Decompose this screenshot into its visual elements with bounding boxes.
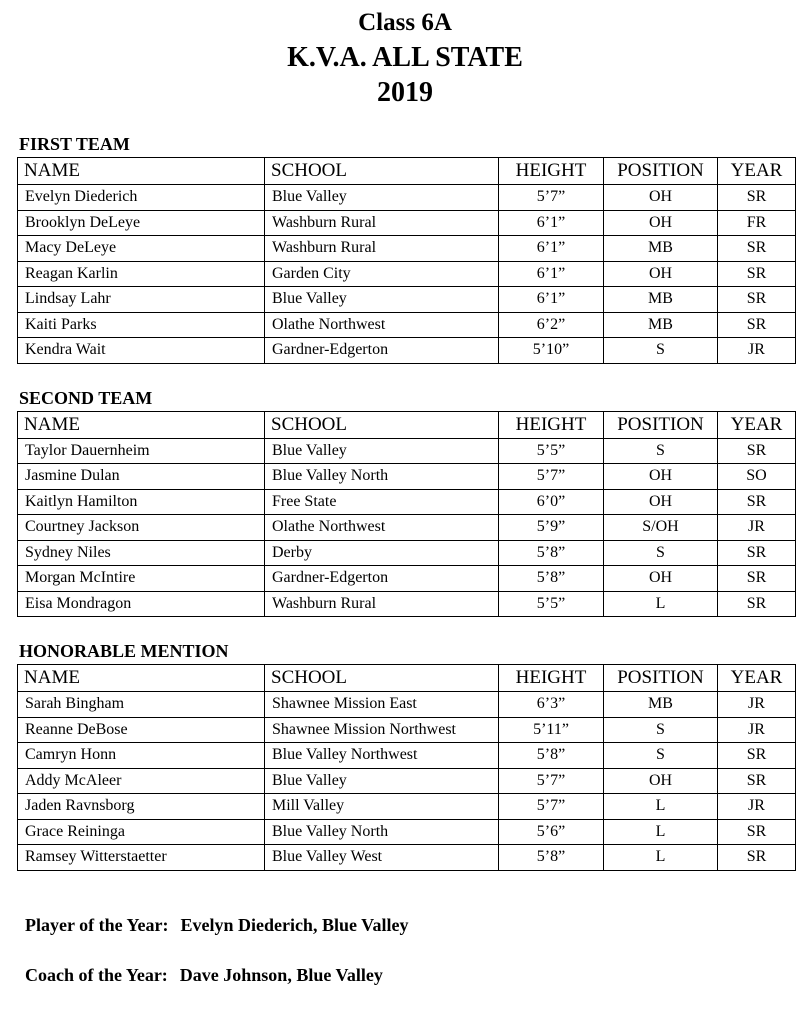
cell-height: 6’2” (499, 312, 604, 338)
column-header-year: YEAR (718, 411, 796, 438)
section-heading: HONORABLE MENTION (19, 641, 229, 661)
cell-name: Morgan McIntire (18, 566, 265, 592)
cell-height: 5’8” (499, 540, 604, 566)
cell-position: OH (604, 210, 718, 236)
document-title (0, 0, 810, 110)
cell-year: SR (718, 845, 796, 871)
cell-school: Blue Valley (265, 768, 499, 794)
cell-year: SR (718, 185, 796, 211)
cell-name: Sydney Niles (18, 540, 265, 566)
cell-year: SR (718, 743, 796, 769)
cell-school: Blue Valley North (265, 819, 499, 845)
cell-height: 5’5” (499, 438, 604, 464)
cell-name: Evelyn Diederich (18, 185, 265, 211)
cell-height: 5’8” (499, 845, 604, 871)
column-header-name: NAME (18, 411, 265, 438)
cell-year: SR (718, 236, 796, 262)
column-header-name: NAME (18, 665, 265, 692)
table-row (18, 489, 796, 515)
column-header-name: NAME (18, 158, 265, 185)
table-row (18, 287, 796, 313)
cell-year: SR (718, 312, 796, 338)
cell-school: Washburn Rural (265, 236, 499, 262)
section-heading: SECOND TEAM (19, 387, 153, 408)
cell-name: Reanne DeBose (18, 717, 265, 743)
cell-height: 5’7” (499, 768, 604, 794)
column-header-position: POSITION (604, 158, 718, 185)
cell-school: Olathe Northwest (265, 312, 499, 338)
cell-position: S (604, 743, 718, 769)
cell-position: OH (604, 464, 718, 490)
cell-year: SR (718, 287, 796, 313)
cell-position: S (604, 540, 718, 566)
cell-year: JR (718, 717, 796, 743)
table-row (18, 464, 796, 490)
cell-height: 5’8” (499, 743, 604, 769)
table-row (18, 312, 796, 338)
table-row (18, 261, 796, 287)
cell-position: MB (604, 312, 718, 338)
table-row (18, 566, 796, 592)
cell-height: 5’7” (499, 794, 604, 820)
cell-position: L (604, 845, 718, 871)
cell-position: S (604, 338, 718, 364)
column-header-position: POSITION (604, 411, 718, 438)
cell-height: 5’11” (499, 717, 604, 743)
table-row (18, 692, 796, 718)
table-row (18, 185, 796, 211)
cell-year: SR (718, 768, 796, 794)
cell-school: Washburn Rural (265, 591, 499, 617)
cell-name: Eisa Mondragon (18, 591, 265, 617)
cell-height: 5’7” (499, 185, 604, 211)
cell-school: Washburn Rural (265, 210, 499, 236)
table-row (18, 794, 796, 820)
cell-height: 6’1” (499, 287, 604, 313)
header-row (18, 665, 796, 692)
table-row (18, 819, 796, 845)
cell-position: OH (604, 768, 718, 794)
cell-school: Derby (265, 540, 499, 566)
cell-year: SR (718, 819, 796, 845)
cell-school: Blue Valley Northwest (265, 743, 499, 769)
cell-school: Blue Valley (265, 438, 499, 464)
cell-name: Macy DeLeye (18, 236, 265, 262)
title-class: Class 6A (358, 9, 452, 36)
table-row (18, 845, 796, 871)
column-header-year: YEAR (718, 665, 796, 692)
column-header-year: YEAR (718, 158, 796, 185)
cell-year: FR (718, 210, 796, 236)
table-row (18, 768, 796, 794)
title-main: K.V.A. ALL STATE (287, 42, 523, 73)
header-row (18, 158, 796, 185)
cell-position: OH (604, 566, 718, 592)
cell-year: JR (718, 692, 796, 718)
cell-school: Blue Valley (265, 287, 499, 313)
cell-position: S/OH (604, 515, 718, 541)
cell-school: Shawnee Mission Northwest (265, 717, 499, 743)
cell-school: Gardner-Edgerton (265, 566, 499, 592)
cell-position: S (604, 438, 718, 464)
cell-height: 5’10” (499, 338, 604, 364)
cell-name: Kaiti Parks (18, 312, 265, 338)
player-of-the-year-line (25, 915, 803, 936)
cell-school: Gardner-Edgerton (265, 338, 499, 364)
cell-name: Ramsey Witterstaetter (18, 845, 265, 871)
cell-position: S (604, 717, 718, 743)
roster-sections (17, 134, 795, 871)
section-heading: FIRST TEAM (19, 134, 130, 154)
awards-footer (25, 915, 803, 986)
column-header-height: HEIGHT (499, 665, 604, 692)
cell-year: JR (718, 794, 796, 820)
cell-height: 6’1” (499, 261, 604, 287)
cell-height: 5’8” (499, 566, 604, 592)
cell-year: SR (718, 261, 796, 287)
table-row (18, 236, 796, 262)
cell-name: Taylor Dauernheim (18, 438, 265, 464)
cell-name: Jasmine Dulan (18, 464, 265, 490)
cell-name: Courtney Jackson (18, 515, 265, 541)
column-header-height: HEIGHT (499, 158, 604, 185)
cell-name: Camryn Honn (18, 743, 265, 769)
roster-table (17, 157, 796, 364)
cell-school: Garden City (265, 261, 499, 287)
section-first-team (17, 134, 795, 364)
column-header-height: HEIGHT (499, 411, 604, 438)
cell-position: MB (604, 236, 718, 262)
roster-table (17, 664, 796, 871)
table-row (18, 717, 796, 743)
cell-name: Jaden Ravnsborg (18, 794, 265, 820)
cell-name: Grace Reininga (18, 819, 265, 845)
cell-school: Free State (265, 489, 499, 515)
column-header-school: SCHOOL (265, 411, 499, 438)
coach-of-the-year-label: Coach of the Year: (25, 964, 168, 985)
cell-year: SR (718, 489, 796, 515)
cell-position: OH (604, 489, 718, 515)
cell-year: SR (718, 540, 796, 566)
cell-school: Blue Valley (265, 185, 499, 211)
cell-school: Olathe Northwest (265, 515, 499, 541)
roster-table (17, 411, 796, 618)
cell-height: 5’9” (499, 515, 604, 541)
table-row (18, 743, 796, 769)
table-row (18, 338, 796, 364)
cell-position: L (604, 591, 718, 617)
cell-height: 6’0” (499, 489, 604, 515)
cell-school: Blue Valley West (265, 845, 499, 871)
cell-height: 5’7” (499, 464, 604, 490)
cell-year: JR (718, 338, 796, 364)
player-of-the-year-label: Player of the Year: (25, 914, 169, 935)
section-honorable-mention (17, 641, 795, 871)
table-row (18, 438, 796, 464)
cell-position: L (604, 819, 718, 845)
title-year: 2019 (377, 77, 433, 108)
cell-year: SO (718, 464, 796, 490)
cell-name: Reagan Karlin (18, 261, 265, 287)
cell-name: Addy McAleer (18, 768, 265, 794)
table-row (18, 210, 796, 236)
column-header-position: POSITION (604, 665, 718, 692)
cell-height: 6’1” (499, 236, 604, 262)
cell-school: Shawnee Mission East (265, 692, 499, 718)
table-row (18, 540, 796, 566)
cell-height: 6’3” (499, 692, 604, 718)
cell-position: OH (604, 185, 718, 211)
cell-height: 5’6” (499, 819, 604, 845)
cell-year: SR (718, 438, 796, 464)
coach-of-the-year-line (25, 965, 803, 986)
cell-height: 5’5” (499, 591, 604, 617)
section-second-team (17, 388, 795, 618)
cell-year: SR (718, 566, 796, 592)
cell-name: Brooklyn DeLeye (18, 210, 265, 236)
cell-height: 6’1” (499, 210, 604, 236)
column-header-school: SCHOOL (265, 158, 499, 185)
coach-of-the-year-value: Dave Johnson, Blue Valley (179, 964, 383, 985)
table-row (18, 515, 796, 541)
cell-position: MB (604, 692, 718, 718)
cell-name: Lindsay Lahr (18, 287, 265, 313)
cell-position: MB (604, 287, 718, 313)
player-of-the-year-value: Evelyn Diederich, Blue Valley (180, 914, 409, 935)
cell-school: Blue Valley North (265, 464, 499, 490)
cell-name: Kaitlyn Hamilton (18, 489, 265, 515)
column-header-school: SCHOOL (265, 665, 499, 692)
cell-name: Kendra Wait (18, 338, 265, 364)
cell-school: Mill Valley (265, 794, 499, 820)
cell-position: OH (604, 261, 718, 287)
cell-year: SR (718, 591, 796, 617)
cell-position: L (604, 794, 718, 820)
cell-year: JR (718, 515, 796, 541)
header-row (18, 411, 796, 438)
cell-name: Sarah Bingham (18, 692, 265, 718)
table-row (18, 591, 796, 617)
